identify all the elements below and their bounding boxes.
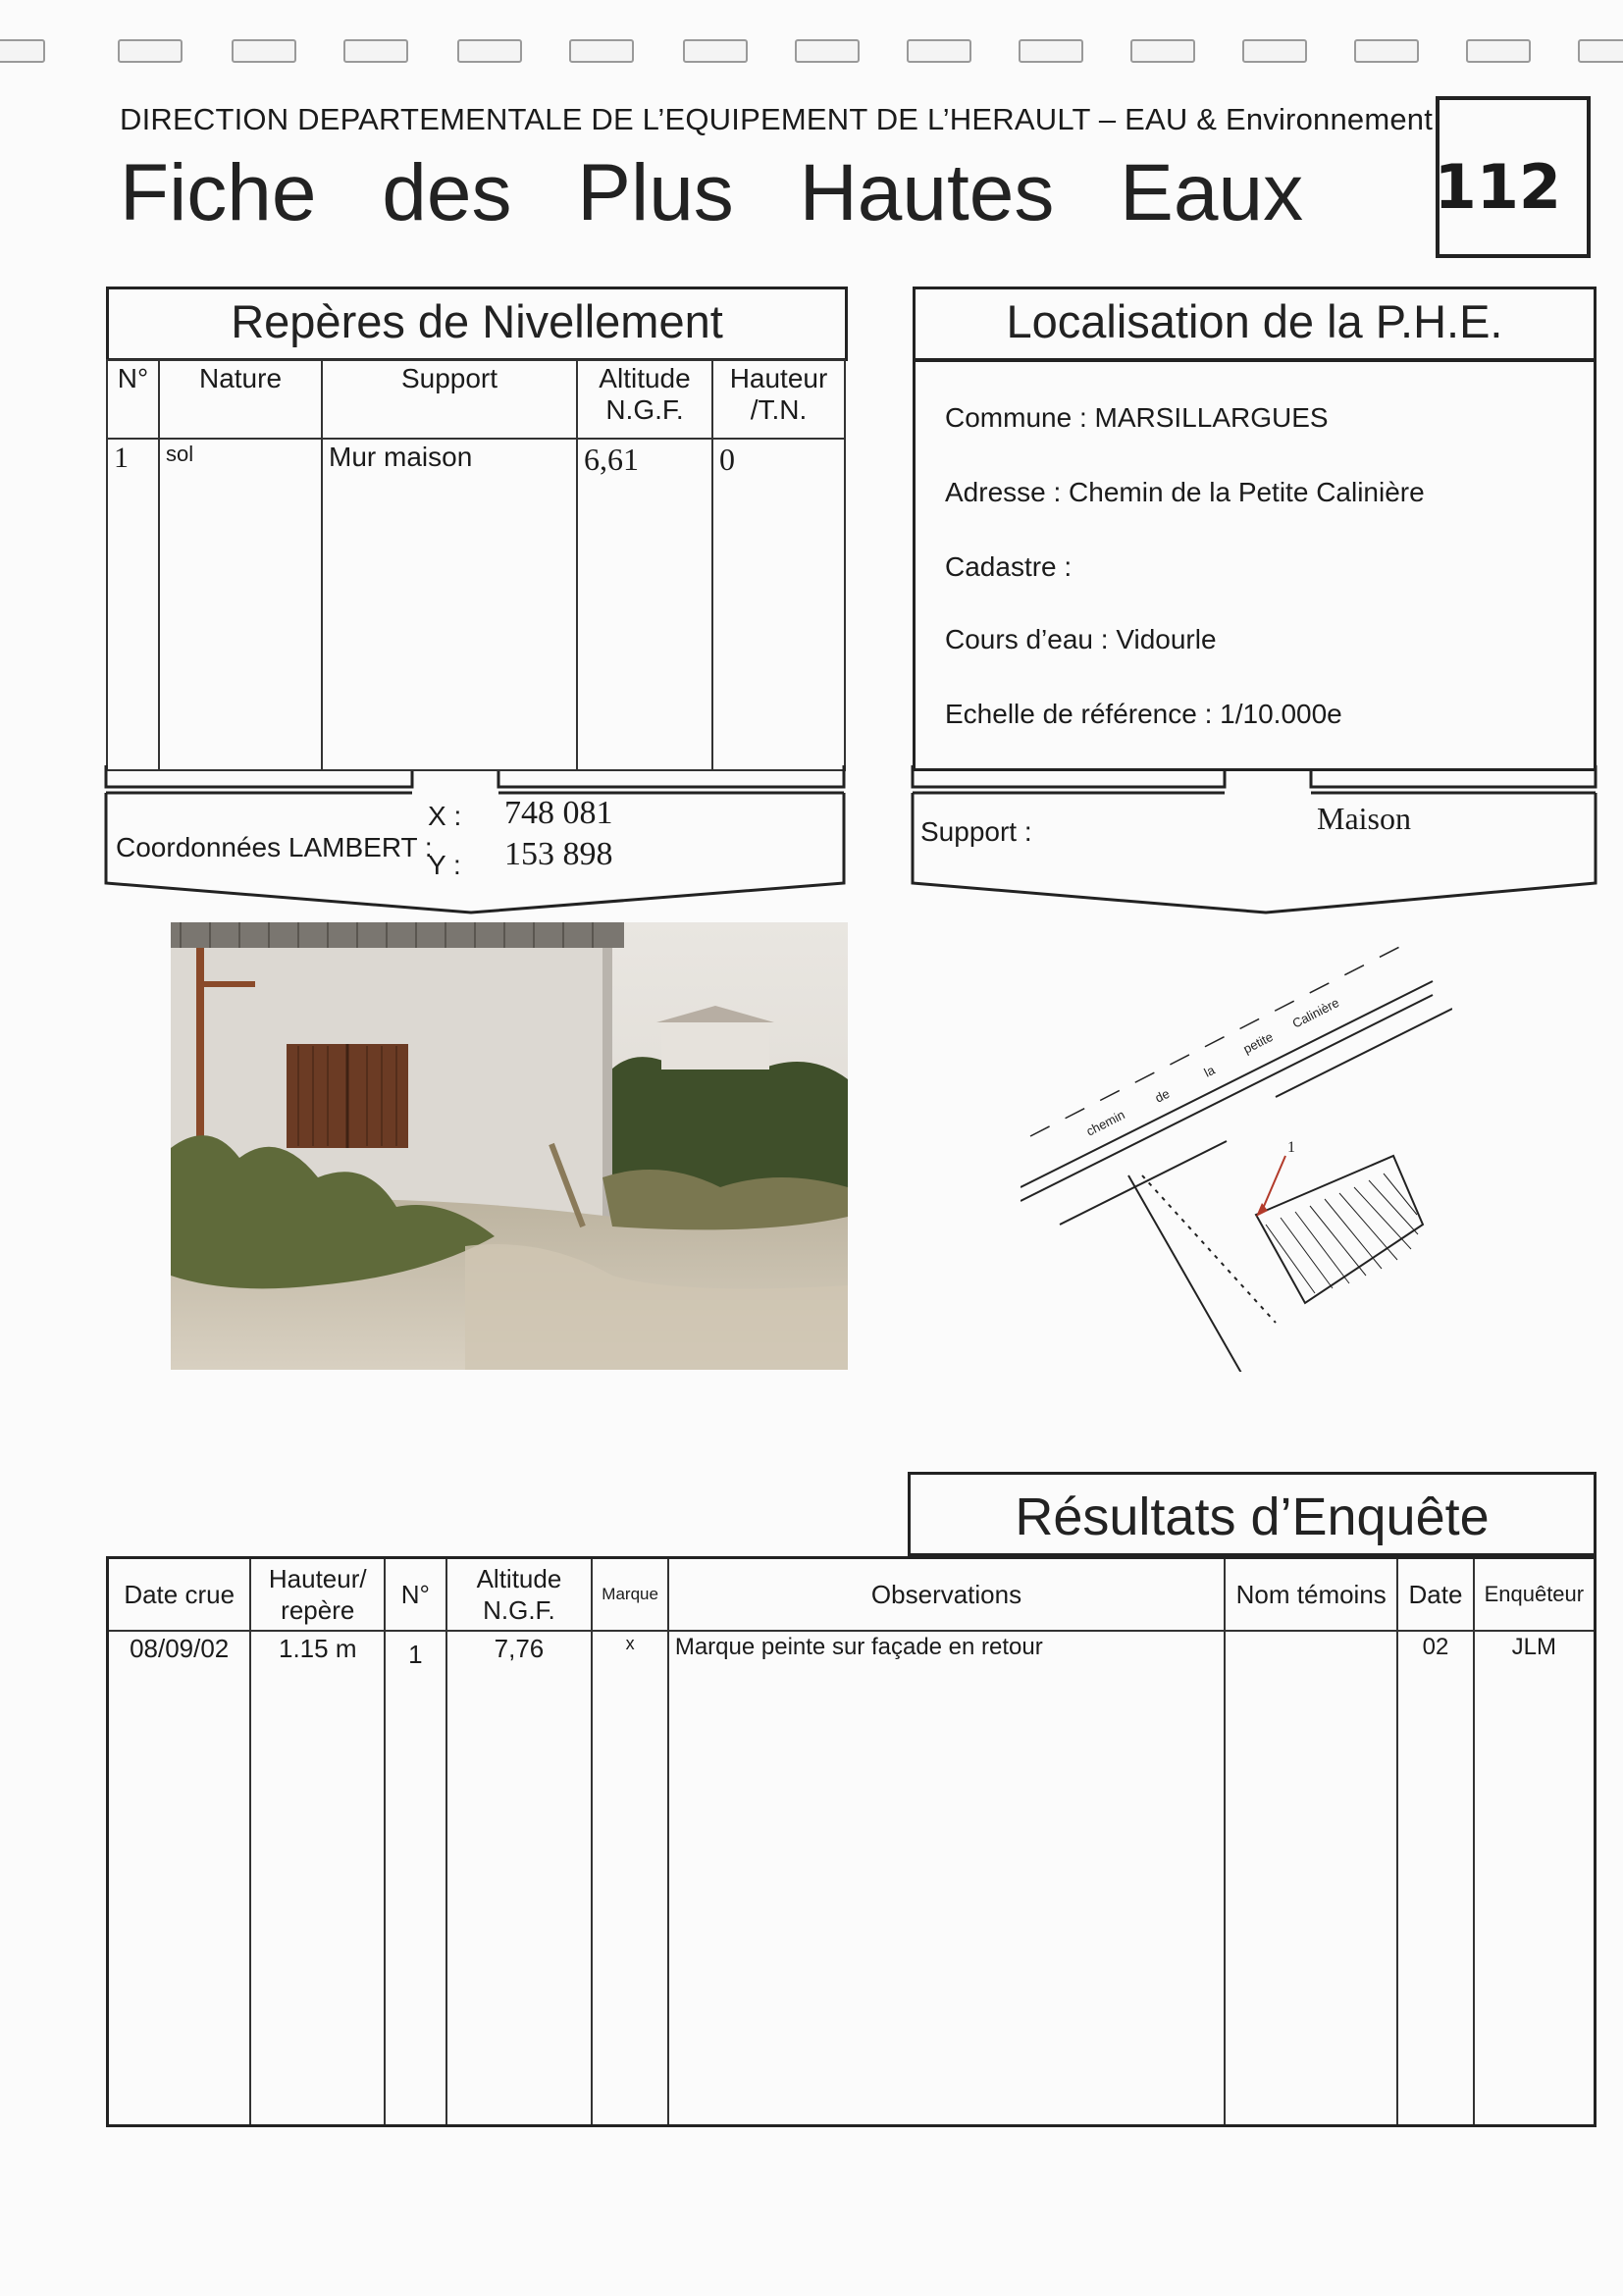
col-header-hauteur-repere: Hauteur/ repère bbox=[250, 1558, 385, 1631]
department-line: DIRECTION DEPARTEMENTALE DE L’EQUIPEMENT DE L’HERAULT – EAU & Environnement bbox=[120, 102, 1434, 136]
col-header-altitude: Altitude N.G.F. bbox=[577, 360, 712, 439]
table-row bbox=[108, 1631, 1596, 2126]
binding-hole bbox=[1354, 39, 1419, 63]
plan-road-word: petite bbox=[1240, 1028, 1276, 1057]
binding-hole bbox=[569, 39, 634, 63]
resultats-table bbox=[106, 1556, 1597, 2127]
reperes-heading: Repères de Nivellement bbox=[231, 295, 723, 347]
cours-eau-line: Cours d’eau : Vidourle bbox=[945, 624, 1217, 654]
support-value: Maison bbox=[1317, 801, 1411, 836]
cell-no: 1 bbox=[385, 1631, 445, 2126]
cell-observations: Marque peinte sur façade en retour bbox=[668, 1631, 1225, 2126]
page-title: Fiche des Plus Hautes Eaux bbox=[120, 148, 1304, 237]
binding-hole bbox=[232, 39, 296, 63]
house-photo bbox=[171, 922, 848, 1370]
binding-hole bbox=[457, 39, 522, 63]
reperes-table bbox=[106, 359, 846, 771]
col-header-enqueteur: Enquêteur bbox=[1474, 1558, 1596, 1631]
binding-hole bbox=[907, 39, 971, 63]
cell-date-crue: 08/09/02 bbox=[108, 1631, 251, 2126]
coordinates-label: Coordonnées LAMBERT : bbox=[116, 832, 433, 862]
plan-marker: 1 bbox=[1287, 1139, 1295, 1156]
cell-hauteur: 0 bbox=[712, 439, 845, 770]
adresse-line: Adresse : Chemin de la Petite Calinière bbox=[945, 477, 1425, 507]
binding-hole bbox=[683, 39, 748, 63]
cell-altitude: 7,76 bbox=[446, 1631, 593, 2126]
binding-hole bbox=[1130, 39, 1195, 63]
col-header-support: Support bbox=[322, 360, 577, 439]
sheet-number: 112 bbox=[1434, 151, 1561, 223]
col-header-no: N° bbox=[385, 1558, 445, 1631]
cell-hauteur-repere: 1.15 m bbox=[250, 1631, 385, 2126]
reperes-heading-box bbox=[106, 287, 848, 361]
binding-hole bbox=[1019, 39, 1083, 63]
y-label: Y : bbox=[428, 850, 461, 880]
cell-marque: x bbox=[592, 1631, 667, 2126]
binding-holes bbox=[0, 39, 1623, 63]
col-header-altitude: Altitude N.G.F. bbox=[446, 1558, 593, 1631]
cadastre-line: Cadastre : bbox=[945, 551, 1073, 582]
cell-support: Mur maison bbox=[322, 439, 577, 770]
cell-nature: sol bbox=[159, 439, 322, 770]
commune-line: Commune : MARSILLARGUES bbox=[945, 402, 1329, 433]
localisation-heading-box bbox=[913, 287, 1597, 361]
col-header-date-crue: Date crue bbox=[108, 1558, 251, 1631]
cell-no: 1 bbox=[107, 439, 159, 770]
col-header-observations: Observations bbox=[668, 1558, 1225, 1631]
location-plan bbox=[1021, 930, 1452, 1372]
cell-temoins bbox=[1225, 1631, 1397, 2126]
col-header-temoins: Nom témoins bbox=[1225, 1558, 1397, 1631]
sheet-number-box bbox=[1436, 96, 1591, 258]
resultats-heading-box bbox=[908, 1472, 1597, 1556]
binding-hole bbox=[1466, 39, 1531, 63]
cell-date: 02 bbox=[1397, 1631, 1473, 2126]
binding-hole bbox=[0, 39, 45, 63]
col-header-nature: Nature bbox=[159, 360, 322, 439]
col-header-date: Date bbox=[1397, 1558, 1473, 1631]
resultats-header-row bbox=[108, 1558, 1596, 1631]
coordinate-x: 748 081 bbox=[504, 795, 613, 831]
binding-hole bbox=[1578, 39, 1623, 63]
col-header-no: N° bbox=[107, 360, 159, 439]
binding-hole bbox=[1242, 39, 1307, 63]
binding-hole bbox=[795, 39, 860, 63]
resultats-heading: Résultats d’Enquête bbox=[1015, 1487, 1490, 1546]
echelle-line: Echelle de référence : 1/10.000e bbox=[945, 699, 1342, 729]
plan-road-word: la bbox=[1201, 1062, 1218, 1080]
binding-hole bbox=[118, 39, 183, 63]
table-row bbox=[107, 439, 845, 770]
plan-road-word: Calinière bbox=[1289, 995, 1342, 1031]
coordinate-y: 153 898 bbox=[504, 836, 613, 872]
binding-hole bbox=[343, 39, 408, 63]
plan-road-word: chemin bbox=[1083, 1107, 1127, 1139]
x-label: X : bbox=[428, 801, 462, 831]
reperes-header-row bbox=[107, 360, 845, 439]
col-header-hauteur: Hauteur /T.N. bbox=[712, 360, 845, 439]
col-header-marque: Marque bbox=[592, 1558, 667, 1631]
cell-enqueteur: JLM bbox=[1474, 1631, 1596, 2126]
plan-road-word: de bbox=[1152, 1085, 1173, 1106]
cell-altitude: 6,61 bbox=[577, 439, 712, 770]
localisation-heading: Localisation de la P.H.E. bbox=[1006, 295, 1503, 347]
support-label: Support : bbox=[920, 816, 1032, 847]
